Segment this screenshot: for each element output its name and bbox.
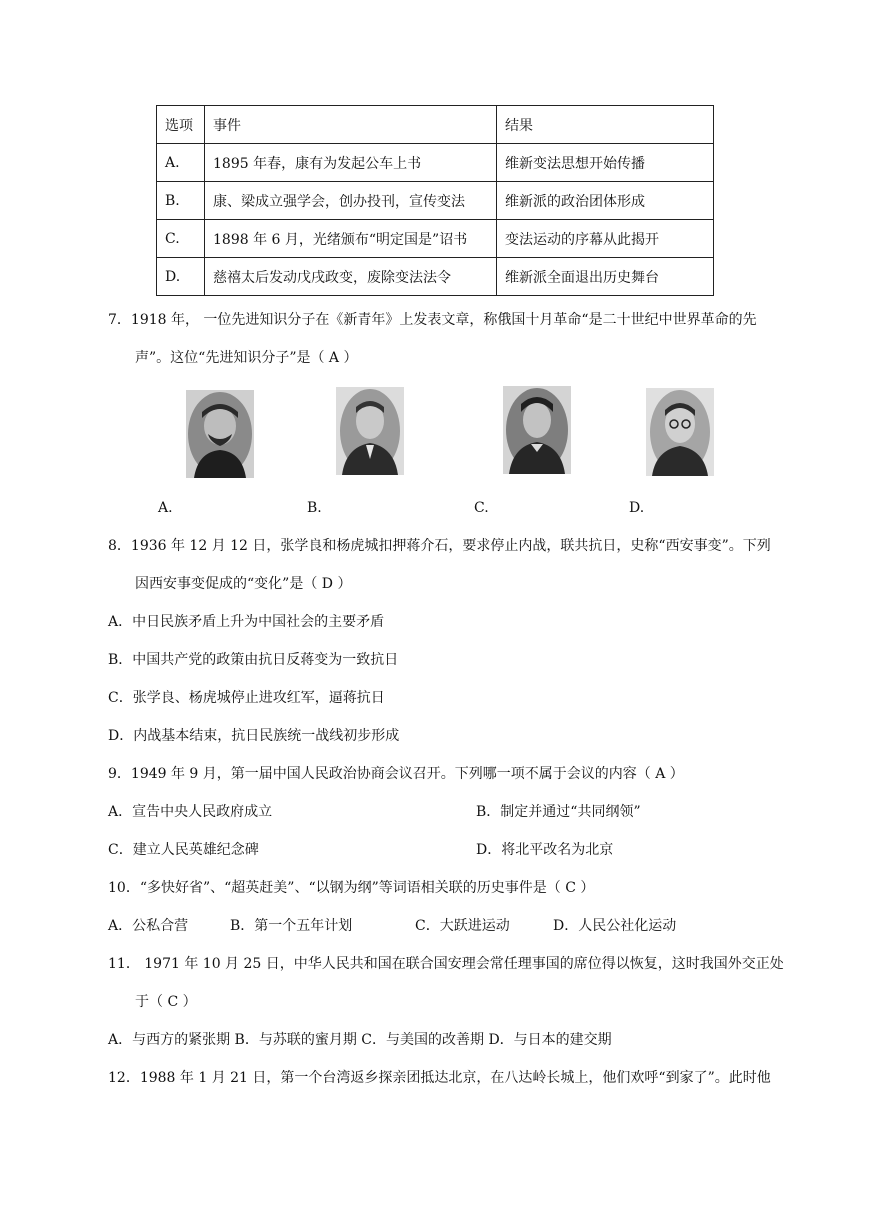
- table-header-cell: 结果: [497, 106, 714, 144]
- q8-stem-line2: 因西安事变促成的“变化”是（ D ）: [135, 576, 352, 592]
- table-row: [157, 144, 714, 182]
- q10-option-d: D．人民公社化运动: [553, 918, 677, 934]
- portrait-d-image: [646, 388, 714, 476]
- table-cell: 慈禧太后发动戊戌政变，废除变法法令: [205, 258, 497, 296]
- q7-stem-line1: 7．1918 年， 一位先进知识分子在《新青年》上发表文章，称俄国十月革命“是二十世纪中世界革命的先: [108, 312, 757, 328]
- q7-option-a-label: A.: [158, 500, 173, 516]
- table-cell: D.: [157, 258, 205, 296]
- table-row: [157, 258, 714, 296]
- table-cell: 变法运动的序幕从此揭开: [497, 220, 714, 258]
- q8-option-b: B．中国共产党的政策由抗日反蒋变为一致抗日: [108, 652, 399, 668]
- q8-option-a: A．中日民族矛盾上升为中国社会的主要矛盾: [108, 614, 385, 630]
- q12-stem-line1: 12．1988 年 1 月 21 日，第一个台湾返乡探亲团抵达北京，在八达岭长城上，他们欢呼“到家了”。此时他: [108, 1070, 771, 1086]
- table-header-cell: 选项: [157, 106, 205, 144]
- portrait-c-image: [503, 386, 571, 474]
- q10-option-a: A．公私合营: [108, 918, 189, 934]
- q7-option-b-label: B.: [307, 500, 322, 516]
- q8-option-c: C．张学良、杨虎城停止进攻红军，逼蒋抗日: [108, 690, 385, 706]
- q9-option-d: D．将北平改名为北京: [476, 842, 614, 858]
- table-cell: 1895 年春，康有为发起公车上书: [205, 144, 497, 182]
- q11-stem-line1: 11． 1971 年 10 月 25 日，中华人民共和国在联合国安理会常任理事国的席位得以恢复，这时我国外交正处: [108, 956, 784, 972]
- table-cell: B.: [157, 182, 205, 220]
- q7-option-d-label: D.: [629, 500, 645, 516]
- q9-option-c: C．建立人民英雄纪念碑: [108, 842, 259, 858]
- q10-stem: 10．“多快好省”、“超英赶美”、“以钢为纲”等词语相关联的历史事件是（ C ）: [108, 880, 595, 896]
- q11-options: A．与西方的紧张期 B．与苏联的蜜月期 C．与美国的改善期 D．与日本的建交期: [108, 1032, 612, 1048]
- portrait-b-image: [336, 387, 404, 475]
- table-cell: A.: [157, 144, 205, 182]
- q10-option-c: C．大跃进运动: [415, 918, 510, 934]
- table-cell: 1898 年 6 月，光绪颁布“明定国是”诏书: [205, 220, 497, 258]
- table-row: [157, 182, 714, 220]
- q9-option-a: A．宣告中央人民政府成立: [108, 804, 273, 820]
- q8-stem-line1: 8．1936 年 12 月 12 日，张学良和杨虎城扣押蒋介石，要求停止内战，联共抗日，史称“西安事变”。下列: [108, 538, 771, 554]
- q9-stem: 9．1949 年 9 月，第一届中国人民政治协商会议召开。下列哪一项不属于会议的内容（ A ）: [108, 766, 684, 782]
- options-table: [156, 105, 714, 296]
- table-row: [157, 220, 714, 258]
- q11-stem-line2: 于（ C ）: [135, 994, 197, 1010]
- q7-option-c-label: C.: [474, 500, 489, 516]
- q10-option-b: B．第一个五年计划: [230, 918, 353, 934]
- q8-option-d: D．内战基本结束，抗日民族统一战线初步形成: [108, 728, 400, 744]
- table-cell: 维新派全面退出历史舞台: [497, 258, 714, 296]
- q9-option-b: B．制定并通过“共同纲领”: [476, 804, 641, 820]
- table-cell: 维新派的政治团体形成: [497, 182, 714, 220]
- table-cell: 康、梁成立强学会，创办投刊，宣传变法: [205, 182, 497, 220]
- table-header-cell: 事件: [205, 106, 497, 144]
- table-cell: C.: [157, 220, 205, 258]
- table-cell: 维新变法思想开始传播: [497, 144, 714, 182]
- portrait-a-image: [186, 390, 254, 478]
- q7-stem-line2: 声”。这位“先进知识分子”是（ A ）: [135, 350, 358, 366]
- table-header-row: [157, 106, 714, 144]
